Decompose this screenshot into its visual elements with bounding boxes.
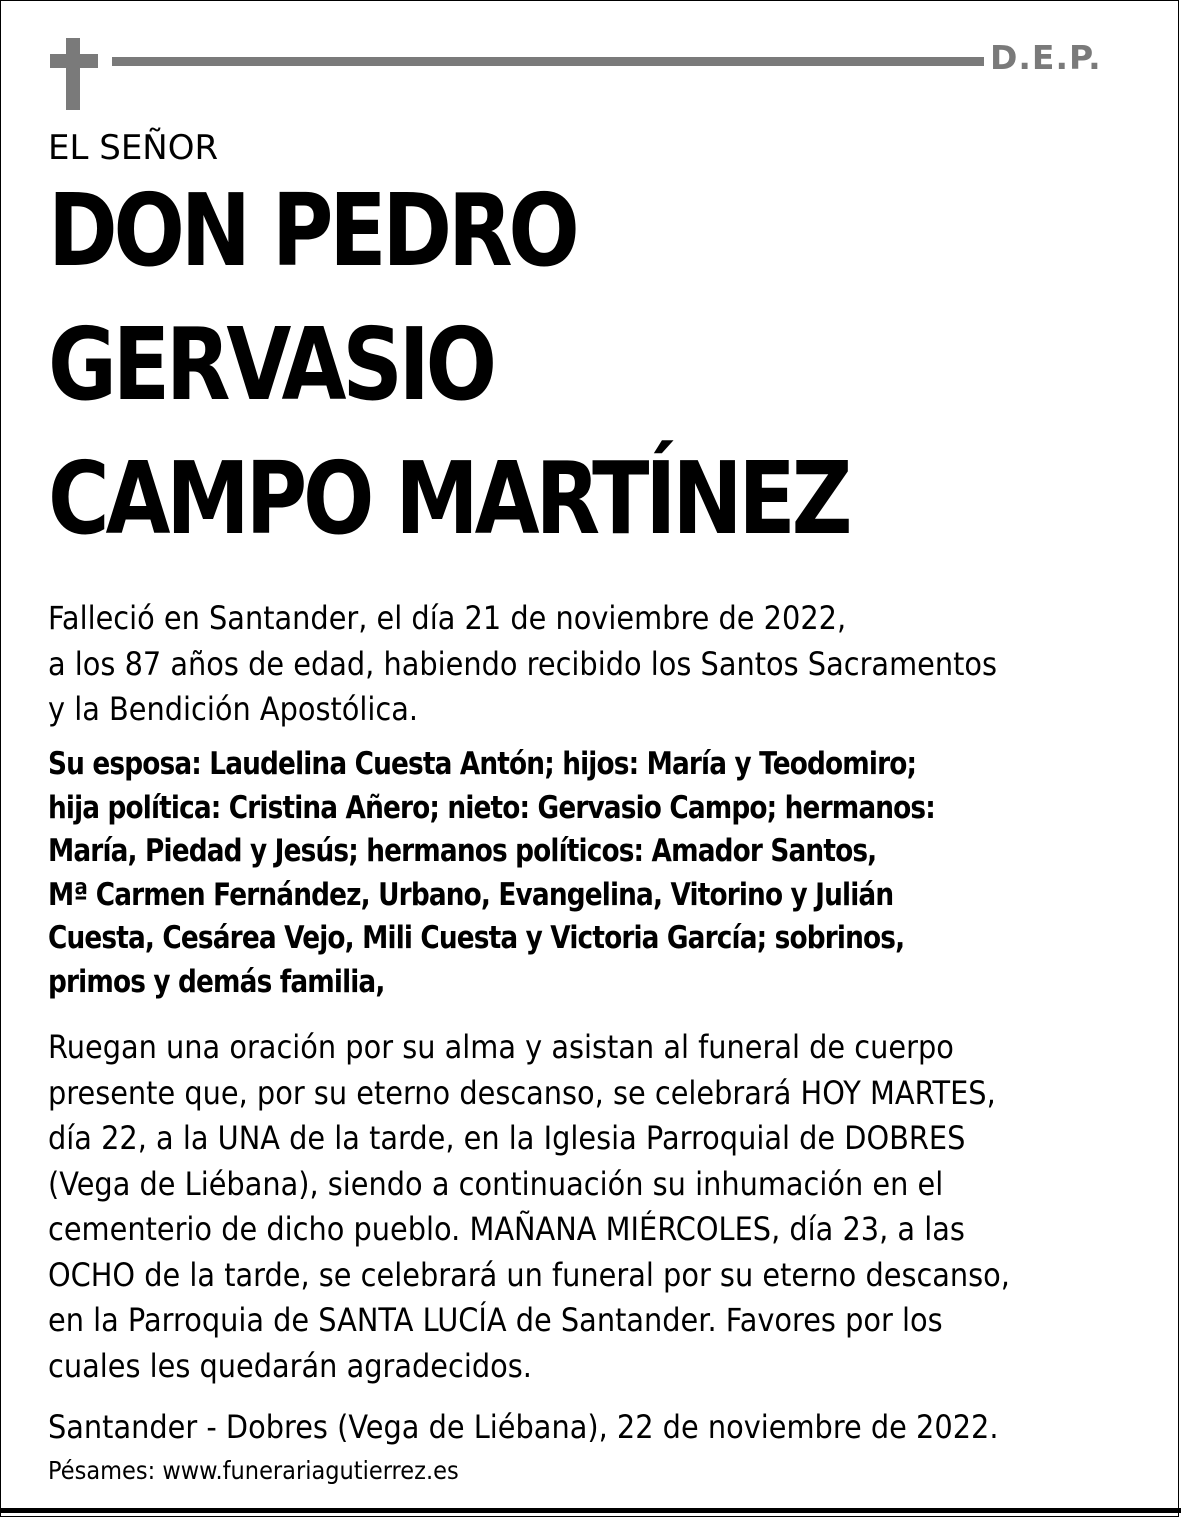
name-line-3: CAMPO MARTÍNEZ: [48, 440, 849, 557]
place-date: Santander - Dobres (Vega de Liébana), 22 de noviembre de 2022.: [48, 1408, 999, 1446]
family-line: María, Piedad y Jesús; hermanos políticos: Amador Santos,: [48, 833, 877, 869]
funeral-line: día 22, a la UNA de la tarde, en la Iglesia Parroquial de DOBRES: [48, 1119, 966, 1157]
death-notice-line: y la Bendición Apostólica.: [48, 690, 419, 728]
funeral-line: en la Parroquia de SANTA LUCÍA de Santander. Favores por los: [48, 1301, 943, 1339]
death-notice-line: Falleció en Santander, el día 21 de noviembre de 2022,: [48, 599, 847, 637]
funeral-line: Ruegan una oración por su alma y asistan al funeral de cuerpo: [48, 1028, 954, 1066]
death-notice-line: a los 87 años de edad, habiendo recibido los Santos Sacramentos: [48, 644, 998, 683]
name-line-1: DON PEDRO: [48, 172, 576, 289]
name-line-2: GERVASIO: [48, 306, 493, 423]
cross-icon: [50, 38, 98, 110]
death-notice: [48, 596, 997, 733]
funeral-line: cementerio de dicho pueblo. MAÑANA MIÉRCOLES, día 23, a las: [48, 1210, 965, 1248]
funeral-line: presente que, por su eterno descanso, se celebrará HOY MARTES,: [48, 1073, 996, 1112]
header-rule: [112, 57, 984, 66]
bottom-border: [0, 1508, 1181, 1513]
funeral-line: (Vega de Liébana), siendo a continuación su inhumación en el: [48, 1164, 944, 1203]
family-line: primos y demás familia,: [48, 963, 385, 1000]
dep-label: D.E.P.: [990, 38, 1102, 77]
family-line: Mª Carmen Fernández, Urbano, Evangelina, Vitorino y Julián: [48, 876, 894, 913]
funeral-details: [48, 1025, 1010, 1389]
funeral-line: cuales les quedarán agradecidos.: [48, 1346, 532, 1385]
family-line: Cuesta, Cesárea Vejo, Mili Cuesta y Victoria García; sobrinos,: [48, 920, 905, 956]
condolences-link[interactable]: Pésames: www.funerariagutierrez.es: [48, 1456, 459, 1485]
family-line: Su esposa: Laudelina Cuesta Antón; hijos: María y Teodomiro;: [48, 746, 917, 782]
title-prefix: EL SEÑOR: [48, 128, 219, 168]
funeral-line: OCHO de la tarde, se celebrará un funeral por su eterno descanso,: [48, 1255, 1010, 1294]
family-line: hija política: Cristina Añero; nieto: Gervasio Campo; hermanos:: [48, 789, 935, 826]
family-list: [48, 743, 935, 1004]
